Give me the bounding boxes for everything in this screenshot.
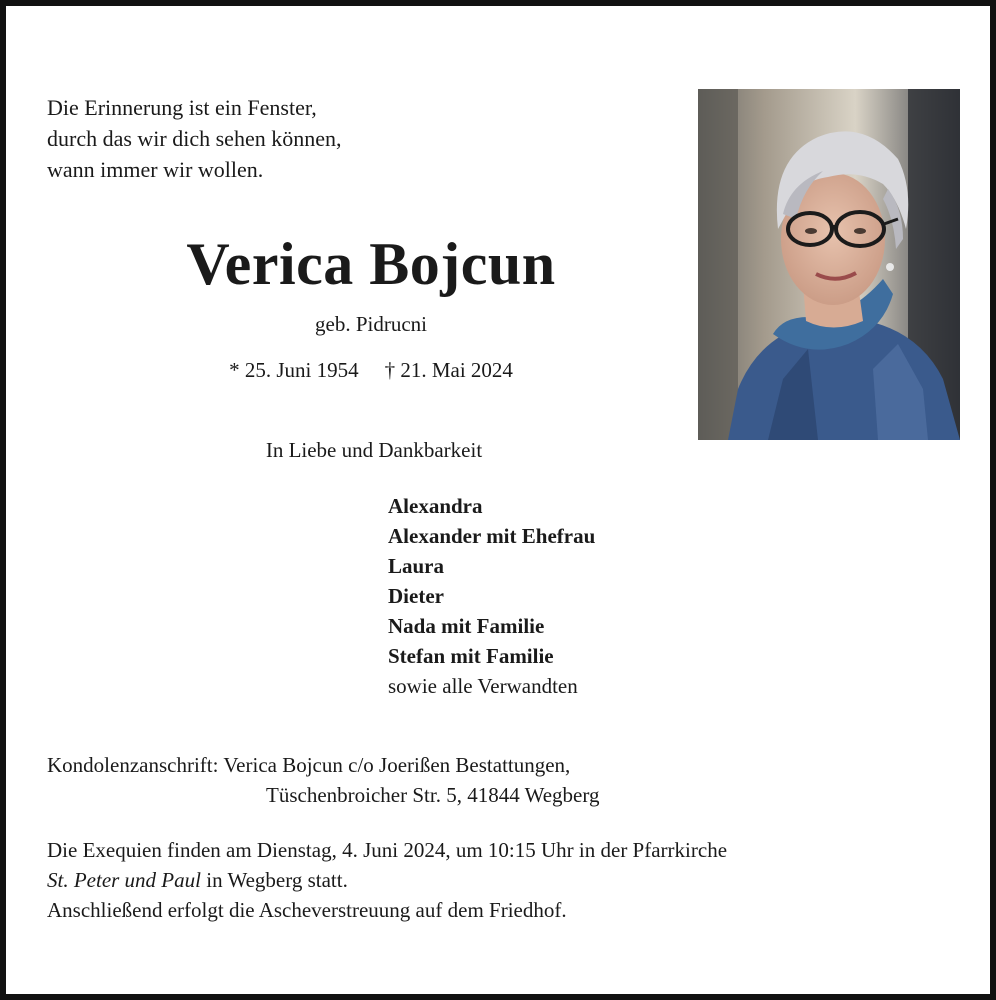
deceased-name: Verica Bojcun — [186, 231, 556, 297]
quote-line-2: durch das wir dich sehen können, — [47, 126, 342, 151]
mourner-item: Nada mit Familie — [388, 614, 545, 638]
memorial-quote — [47, 92, 341, 185]
service-info — [47, 835, 727, 925]
condolence-line-2: Tüschenbroicher Str. 5, 41844 Wegberg — [266, 783, 600, 807]
mourner-item: Alexandra — [388, 494, 483, 518]
birth-date: * 25. Juni 1954 — [229, 358, 359, 382]
quote-line-1: Die Erinnerung ist ein Fenster, — [47, 95, 317, 120]
condolence-address — [47, 750, 599, 810]
birth-name: geb. Pidrucni — [315, 312, 427, 336]
service-line-3: Anschließend erfolgt die Ascheverstreuung auf dem Friedhof. — [47, 898, 567, 922]
portrait-photo — [698, 89, 960, 440]
mourner-item: Stefan mit Familie — [388, 644, 554, 668]
dedication: In Liebe und Dankbarkeit — [265, 438, 483, 462]
life-dates — [6, 358, 736, 383]
service-line-2: in Wegberg statt. — [200, 868, 348, 892]
church-name: St. Peter und Paul — [47, 868, 201, 892]
mourner-item: Laura — [388, 554, 445, 578]
condolence-line-1: Verica Bojcun c/o Joerißen Bestattungen, — [223, 753, 571, 777]
mourner-item: Dieter — [388, 584, 444, 608]
mourners-closing: sowie alle Verwandten — [388, 674, 578, 698]
mourner-item: Alexander mit Ehefrau — [388, 524, 596, 548]
quote-line-3: wann immer wir wollen. — [47, 157, 264, 182]
portrait-illustration — [698, 89, 960, 440]
death-date: † 21. Mai 2024 — [384, 358, 513, 382]
condolence-label: Kondolenzanschrift: — [47, 753, 219, 777]
service-line-1: Die Exequien finden am Dienstag, 4. Juni 2024, um 10:15 Uhr in der Pfarrkirche — [47, 838, 728, 862]
mourners-list — [388, 491, 595, 701]
